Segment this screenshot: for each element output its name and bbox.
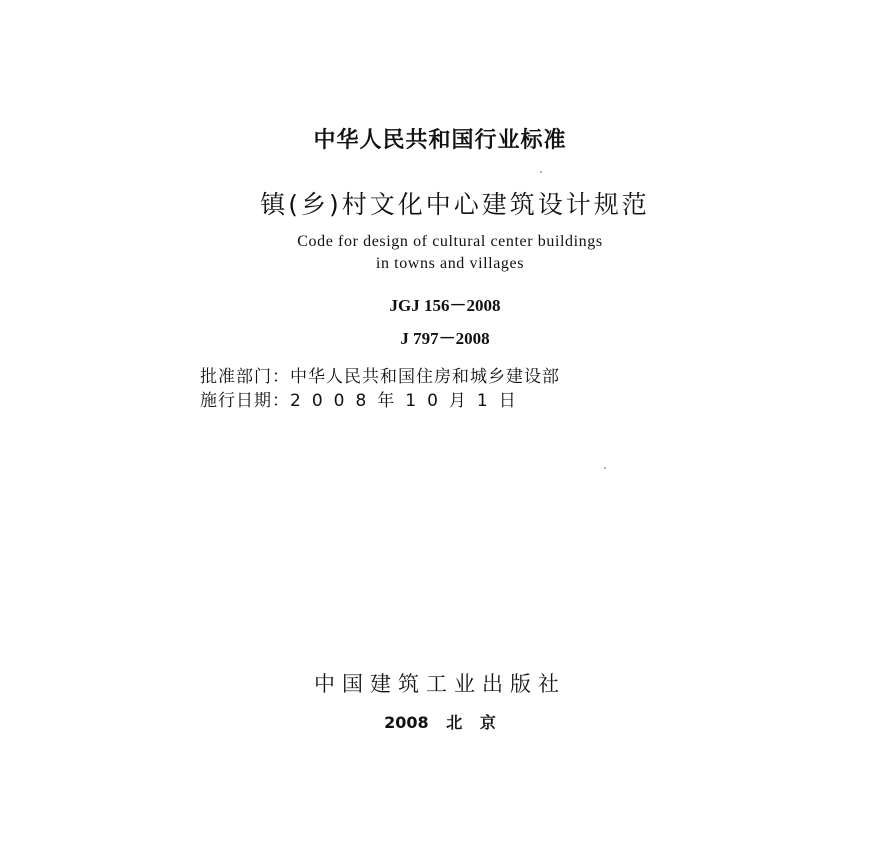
standard-code-jgj: JGJ 156－2008 [389, 296, 501, 315]
approval-value: 中华人民共和国住房和城乡建设部 [290, 367, 560, 387]
approval-label: 批准部门： [200, 367, 290, 387]
effective-date [200, 386, 527, 411]
effective-value: 2008年10月1日 [290, 391, 527, 411]
document-title-english-line2: in towns and villages [375, 255, 525, 272]
scan-speck [604, 467, 606, 469]
scan-speck [540, 171, 542, 173]
document-title-chinese: 镇(乡)村文化中心建筑设计规范 [260, 190, 650, 219]
standard-code-j: J 797－2008 [400, 329, 490, 348]
publisher-name: 中国建筑工业出版社 [314, 672, 566, 696]
standard-category: 中华人民共和国行业标准 [313, 128, 567, 153]
effective-label: 施行日期： [200, 391, 290, 411]
approval-department [200, 362, 560, 387]
publication-year-place: 2008 北 京 [384, 713, 496, 732]
document-title-english-line1: Code for design of cultural center buildings [297, 233, 603, 250]
